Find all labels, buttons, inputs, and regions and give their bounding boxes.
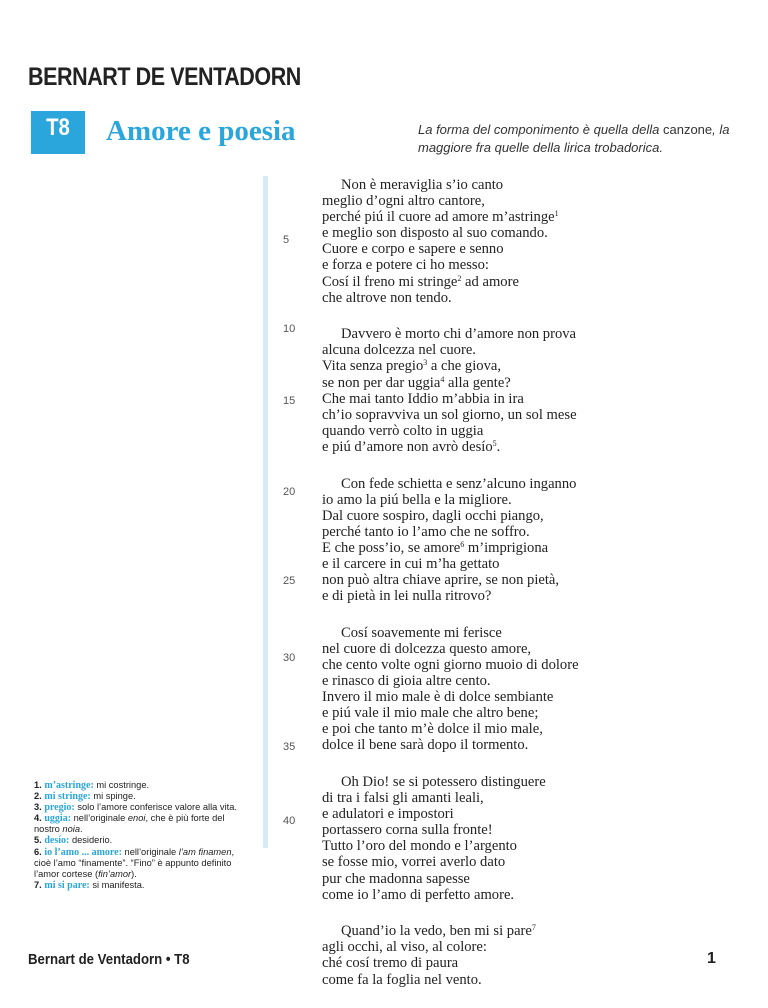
verse-text: Quand’io la vedo, ben mi si pare [341, 923, 532, 940]
footnote-term: io l’amo ... amore: [44, 846, 122, 858]
verse-line: e di pietà in lei nulla ritrovo? [322, 588, 492, 605]
footnote-text: nell’originale [71, 813, 128, 824]
verse-line: che altrove non tendo. [322, 289, 452, 306]
verse-text: e piú d’amore non avrò desío [322, 438, 493, 455]
footnote [34, 802, 248, 813]
verse-text: Vita senza pregio [322, 358, 424, 375]
footnote-ref: 6 [460, 539, 465, 549]
verse-text: a che giova, [427, 358, 501, 375]
line-number: 20 [283, 486, 296, 498]
verse-text: se non per dar uggia [322, 374, 441, 391]
footnote-text: si manifesta. [89, 879, 145, 890]
footnote-number: 7. [34, 879, 42, 890]
verse-line: dolce il bene sarà dopo il tormento. [322, 737, 529, 754]
verse-text: m’imprigiona [464, 539, 549, 556]
footnote-text: solo l’amore conferisce valore alla vita. [74, 802, 237, 813]
verse-line: nel cuore di dolcezza questo amore, [322, 640, 532, 657]
margin-bar [263, 176, 268, 848]
footnote [34, 780, 248, 791]
footnote [34, 791, 248, 802]
verse-line: non può altra chiave aprire, se non pietà, [322, 572, 560, 589]
verse-line: e rinasco di gioia altre cento. [322, 673, 491, 690]
footnote-text: , cioè l’amo “finamente”. “Fino” è appunto definito l’amor cortese ( [34, 846, 235, 879]
intro-part: , la maggiore fra quelle della lirica trobadorica. [418, 122, 730, 155]
stanza-3 [322, 476, 579, 605]
stanza-5 [322, 774, 579, 903]
poem [322, 177, 579, 1008]
footnote-italic: fin’amor [98, 868, 132, 879]
line-number: 10 [283, 323, 296, 335]
verse-text: Cosí il freno mi stringe [322, 273, 458, 290]
verse-line: e piú vale il mio male che altro bene; [322, 705, 539, 722]
footnote-text: ). [131, 868, 137, 879]
verse-line [322, 923, 579, 939]
stanza-4 [322, 625, 579, 754]
stanza-6 [322, 923, 579, 987]
verse-line [322, 274, 579, 290]
footnote-ref: 2 [457, 273, 462, 283]
line-number: 35 [283, 741, 296, 753]
footnote-number: 1. [34, 780, 42, 790]
footnote-term: desío: [44, 835, 70, 847]
footnote-number: 4. [34, 813, 42, 824]
footnote-italic: enoi [127, 813, 146, 824]
verse-line: portassero corna sulla fronte! [322, 822, 493, 839]
footnote-term: pregio: [44, 802, 75, 814]
verse-line: e adulatori e impostori [322, 806, 454, 823]
verse-line: Davvero è morto chi d’amore non prova [341, 326, 577, 343]
verse-line: Non è meraviglia s’io canto [341, 177, 504, 193]
footnote-number: 3. [34, 802, 42, 813]
footnote-term: uggia: [44, 813, 72, 825]
footnote-term: mi stringe: [44, 791, 91, 803]
line-number: 40 [283, 815, 296, 827]
verse-line: ch’io sopravviva un sol giorno, un sol mese [322, 406, 577, 423]
verse-line: Invero il mio male è di dolce sembiante [322, 689, 554, 706]
footnote-number: 5. [34, 835, 42, 846]
footnote-italic: noia [62, 824, 80, 835]
badge-label: T8 [46, 114, 70, 141]
verse-line: quando verrò colto in uggia [322, 422, 484, 439]
verse-line: Dal cuore sospiro, dagli occhi piango, [322, 507, 544, 524]
footnote-text: mi spinge. [90, 791, 136, 802]
verse-line: agli occhi, al viso, al colore: [322, 939, 487, 956]
footnote [34, 813, 248, 835]
footnote-text: . [80, 824, 83, 835]
footnote-ref: 7 [531, 923, 536, 933]
intro-part: canzone [662, 122, 713, 137]
verse-line: che cento volte ogni giorno muoio di dolore [322, 656, 579, 673]
footnote [34, 847, 248, 880]
footnote-term: m’astringe: [44, 780, 94, 791]
verse-line: perché tanto io l’amo che ne soffro. [322, 523, 530, 540]
verse-line: meglio d’ogni altro cantore, [322, 193, 485, 210]
stanza-1 [322, 177, 579, 306]
verse-line: ché cosí tremo di paura [322, 955, 459, 972]
intro-part: La forma del componimento è quella della [418, 122, 663, 137]
page-title: Amore e poesia [106, 115, 296, 147]
footnote-italic: l’am finamen [178, 846, 232, 857]
footnotes [34, 780, 248, 891]
page-number: 1 [707, 950, 716, 967]
footnote-text: mi costringe. [93, 780, 150, 790]
verse-line [322, 358, 579, 374]
verse-line: se fosse mio, vorrei averlo dato [322, 854, 506, 871]
verse-text: perché piú il cuore ad amore m’astringe [322, 209, 555, 226]
verse-line: Oh Dio! se si potessero distinguere [341, 774, 546, 790]
author-heading: BERNART DE VENTADORN [28, 63, 301, 91]
verse-text: ad amore [461, 273, 519, 290]
footnote-number: 6. [34, 846, 42, 857]
text-badge [31, 111, 85, 154]
line-number: 15 [283, 395, 296, 407]
footnote-ref: 1 [554, 209, 559, 219]
verse-text: . [496, 438, 501, 455]
footnote-ref: 5 [492, 438, 497, 448]
verse-line: e poi che tanto m’è dolce il mio male, [322, 721, 543, 738]
verse-line: e forza e potere ci ho messo: [322, 257, 489, 274]
verse-line: e il carcere in cui m’ha gettato [322, 555, 500, 572]
footnote-text: , che è più forte del nostro [34, 813, 225, 835]
stanza-2 [322, 326, 579, 455]
verse-line [322, 439, 579, 455]
verse-line: Con fede schietta e senz’alcuno inganno [341, 475, 577, 492]
footnote-term: mi si pare: [44, 879, 90, 891]
footnote-ref: 4 [440, 374, 445, 384]
verse-line [322, 209, 579, 225]
verse-line: di tra i falsi gli amanti leali, [322, 790, 484, 807]
verse-line: come fa la foglia nel vento. [322, 971, 482, 988]
footnote-number: 2. [34, 791, 42, 802]
intro-text [418, 121, 738, 157]
line-number: 25 [283, 575, 296, 587]
verse-text: E che poss’io, se amore [322, 539, 461, 556]
verse-line: e meglio son disposto al suo comando. [322, 225, 548, 242]
footnote-text: desiderio. [69, 835, 113, 846]
footnote [34, 880, 248, 891]
verse-line: pur che madonna sapesse [322, 870, 470, 887]
line-number: 5 [283, 234, 290, 246]
footnote-text: nell’originale [121, 846, 179, 857]
verse-line: Tutto l’oro del mondo e l’argento [322, 838, 517, 855]
footnote [34, 835, 248, 846]
verse-line [322, 375, 579, 391]
verse-line: Cosí soavemente mi ferisce [341, 624, 502, 641]
verse-line: come io l’amo di perfetto amore. [322, 886, 515, 903]
verse-text: alla gente? [444, 374, 511, 391]
verse-line: io amo la piú bella e la migliore. [322, 491, 512, 508]
verse-line [322, 540, 579, 556]
line-number: 30 [283, 652, 296, 664]
verse-line: alcuna dolcezza nel cuore. [322, 342, 476, 359]
footnote-ref: 3 [423, 358, 428, 368]
verse-line: Che mai tanto Iddio m’abbia in ira [322, 390, 524, 407]
verse-line: Cuore e corpo e sapere e senno [322, 241, 504, 258]
running-footer: Bernart de Ventadorn • T8 [28, 951, 190, 968]
